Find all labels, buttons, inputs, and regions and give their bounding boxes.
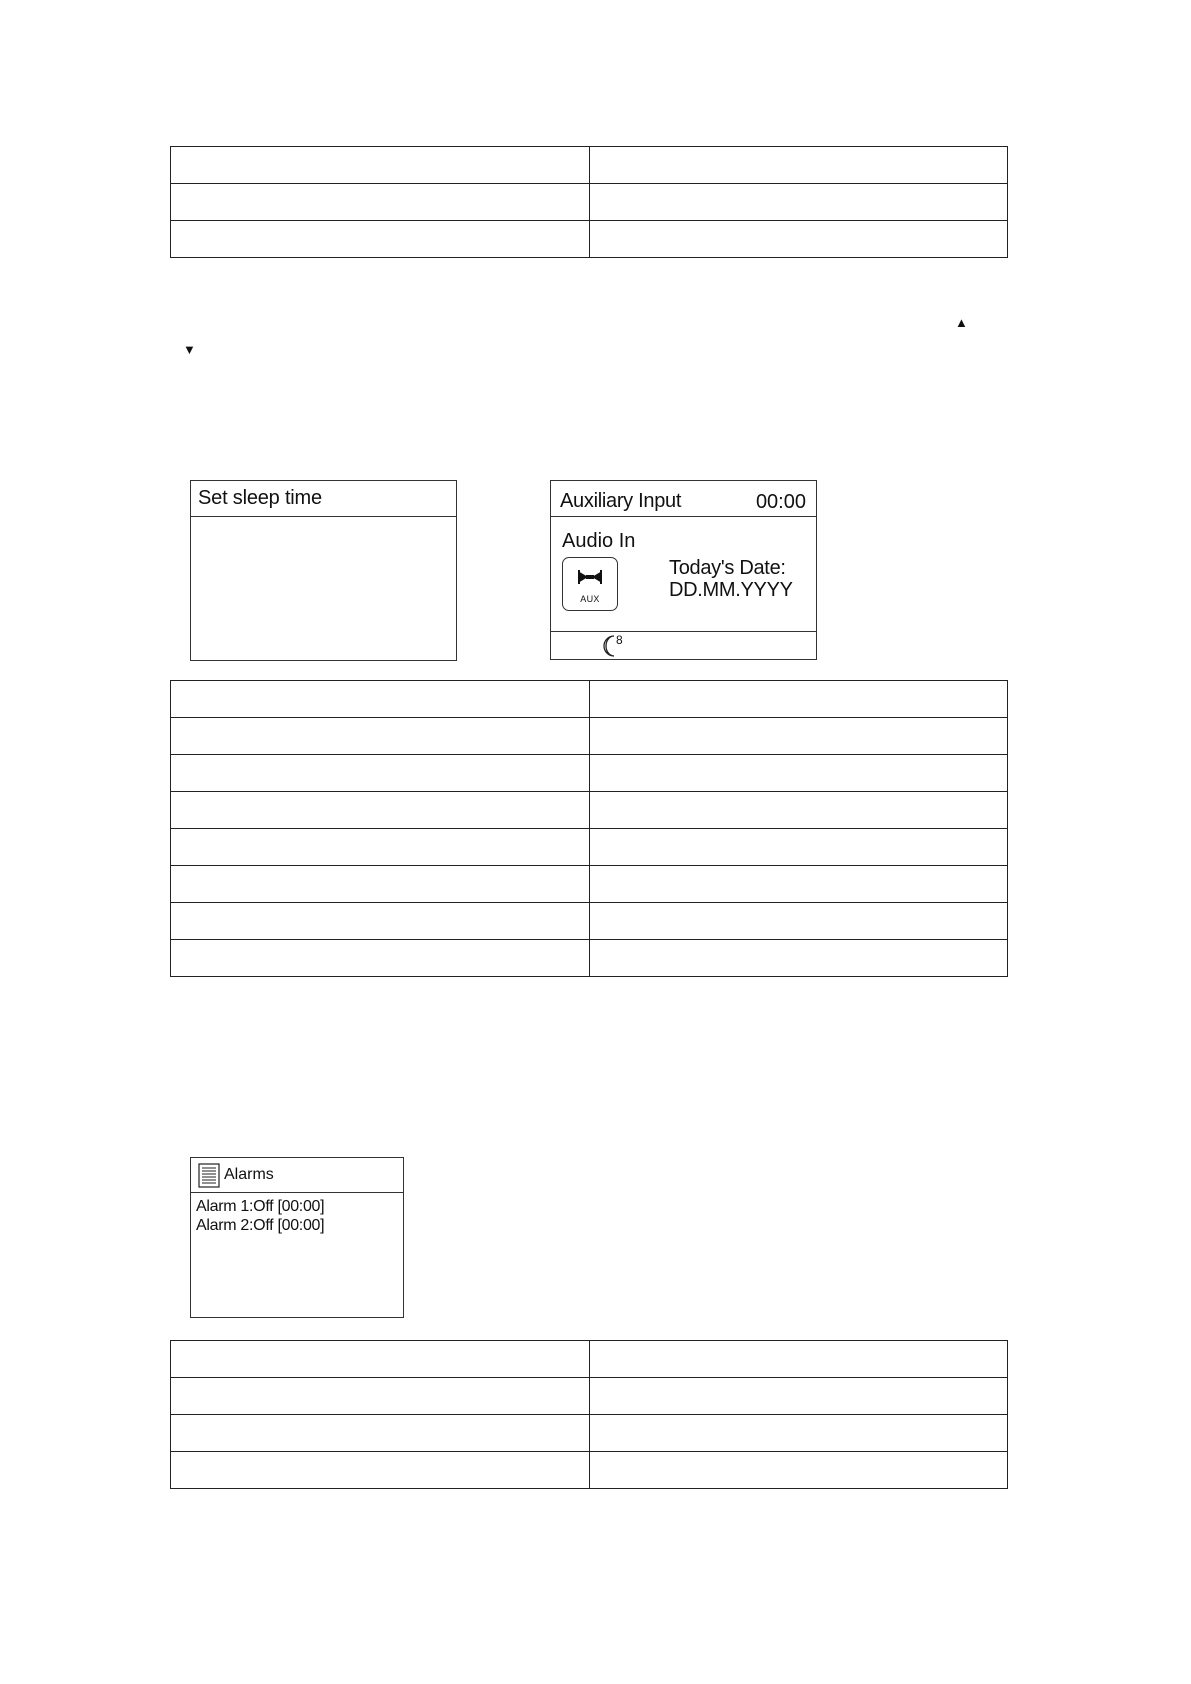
sleep-screen-title: Set sleep time [198,487,322,509]
alarm-item-2: Alarm 2:Off [00:00] [196,1217,325,1234]
alarms-screen [190,1157,404,1318]
sleep-screen-header [191,481,456,517]
table-cell [589,1452,1008,1489]
table-top-body [171,147,1008,258]
table-cell [171,718,590,755]
aux-plug-icon [576,568,604,586]
table-cell [171,792,590,829]
aux-icon-label: AUX [580,594,600,604]
table-cell [589,221,1008,258]
auxiliary-input-screen [550,480,817,660]
table-middle [170,680,1008,977]
table-row [171,940,1008,977]
table-cell [171,1378,590,1415]
alarm-item-1: Alarm 1:Off [00:00] [196,1198,325,1215]
sleep-time-screen [190,480,457,661]
table-cell [171,829,590,866]
table-row [171,1452,1008,1489]
table-cell [171,1341,590,1378]
audio-source-label: Audio In [562,530,636,552]
table-cell [589,903,1008,940]
todays-date-label: Today's Date: [669,557,786,579]
list-icon [198,1163,220,1188]
alarms-screen-title: Alarms [224,1166,274,1183]
table-row [171,755,1008,792]
table-cell [171,1415,590,1452]
table-row [171,681,1008,718]
table-cell [589,184,1008,221]
table-top [170,146,1008,258]
todays-date-value: DD.MM.YYYY [669,579,793,601]
aux-icon [562,557,618,611]
aux-screen-header [551,481,816,517]
table-cell [171,221,590,258]
table-bottom [170,1340,1008,1489]
table-row [171,866,1008,903]
aux-screen-title: Auxiliary Input [560,490,682,512]
table-middle-body [171,681,1008,977]
table-cell [171,940,590,977]
table-cell [171,147,590,184]
table-row [171,1415,1008,1452]
table-cell [171,681,590,718]
table-row [171,221,1008,258]
table-row [171,792,1008,829]
table-cell [589,792,1008,829]
table-cell [589,1378,1008,1415]
down-arrow-icon: ▼ [183,342,196,357]
table-row [171,184,1008,221]
table-row [171,147,1008,184]
table-cell [589,718,1008,755]
table-cell [589,147,1008,184]
sleep-timer-indicator: 8 [616,633,623,647]
table-row [171,1378,1008,1415]
table-cell [589,681,1008,718]
aux-screen-status-bar [551,631,816,659]
aux-screen-clock: 00:00 [755,491,806,513]
table-cell [589,1341,1008,1378]
table-cell [171,755,590,792]
table-cell [589,866,1008,903]
table-cell [589,829,1008,866]
table-cell [589,1415,1008,1452]
table-row [171,718,1008,755]
table-cell [589,940,1008,977]
table-cell [171,184,590,221]
table-row [171,903,1008,940]
table-cell [171,866,590,903]
up-arrow-icon: ▲ [955,315,968,330]
table-row [171,829,1008,866]
alarms-screen-header [191,1158,403,1193]
table-cell [171,1452,590,1489]
table-cell [589,755,1008,792]
table-bottom-body [171,1341,1008,1489]
table-cell [171,903,590,940]
table-row [171,1341,1008,1378]
